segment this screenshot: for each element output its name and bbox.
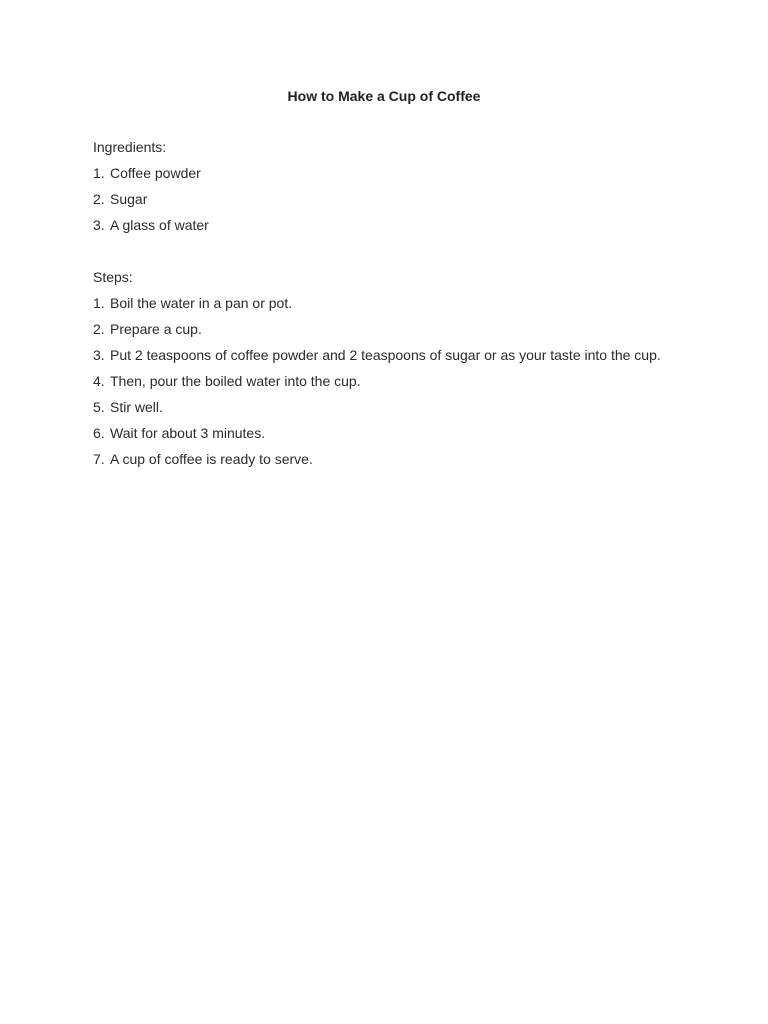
step-text: Wait for about 3 minutes. <box>110 425 266 441</box>
step-text: Boil the water in a pan or pot. <box>110 295 293 311</box>
step-number: 3. <box>93 347 105 363</box>
step-number: 1. <box>93 295 105 311</box>
ingredient-text: A glass of water <box>110 217 209 233</box>
step-item <box>93 450 693 468</box>
step-text: Put 2 teaspoons of coffee powder and 2 teaspoons of sugar or as your taste into the cup. <box>110 347 661 363</box>
step-number: 2. <box>93 321 105 337</box>
step-item <box>93 398 693 416</box>
ingredient-item <box>93 164 693 182</box>
ingredient-text: Sugar <box>110 191 148 207</box>
ingredient-number: 1. <box>93 165 105 181</box>
ingredient-item <box>93 216 693 234</box>
ingredient-text: Coffee powder <box>110 165 201 181</box>
step-text: Then, pour the boiled water into the cup. <box>110 373 361 389</box>
step-text: A cup of coffee is ready to serve. <box>110 451 313 467</box>
step-item <box>93 346 693 364</box>
step-number: 6. <box>93 425 105 441</box>
ingredients-section <box>93 138 693 242</box>
steps-section <box>93 268 693 476</box>
document-title: How to Make a Cup of Coffee <box>287 88 481 104</box>
ingredient-number: 2. <box>93 191 105 207</box>
step-item <box>93 372 693 390</box>
step-number: 4. <box>93 373 105 389</box>
step-number: 5. <box>93 399 105 415</box>
ingredient-number: 3. <box>93 217 105 233</box>
ingredients-list <box>93 164 693 234</box>
ingredients-heading: Ingredients: <box>93 139 167 155</box>
step-item <box>93 294 693 312</box>
steps-heading: Steps: <box>93 269 133 285</box>
step-number: 7. <box>93 451 105 467</box>
step-item <box>93 320 693 338</box>
step-item <box>93 424 693 442</box>
step-text: Stir well. <box>110 399 163 415</box>
step-text: Prepare a cup. <box>110 321 202 337</box>
ingredient-item <box>93 190 693 208</box>
steps-list <box>93 294 693 468</box>
